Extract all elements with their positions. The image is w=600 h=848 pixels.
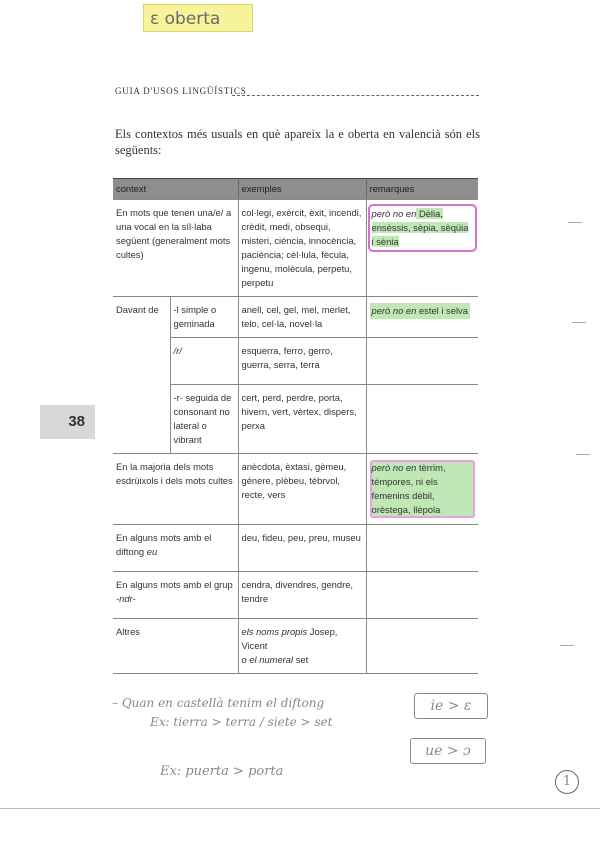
examples-cell: cert, perd, perdre, porta, hivern, vert, vèrtex, dispers, perxa bbox=[238, 385, 366, 454]
remark-italic: però no en bbox=[371, 305, 417, 316]
examples-cell: esquerra, ferro, gerro, guerra, serra, terra bbox=[238, 338, 366, 385]
margin-mark bbox=[568, 222, 582, 223]
table-row bbox=[113, 385, 478, 454]
margin-mark bbox=[576, 454, 590, 455]
context-cell: En alguns mots amb el grup -ndr- bbox=[113, 572, 238, 619]
handwritten-note-1: – Quan en castellà tenim el diftong bbox=[112, 696, 325, 710]
subcontext-cell: -r- seguida de consonant no lateral o vibrant bbox=[170, 385, 238, 454]
table-row bbox=[113, 619, 478, 674]
context-cell: En alguns mots amb el diftong eu bbox=[113, 525, 238, 572]
table-row bbox=[113, 200, 478, 297]
examples-cell: anècdota, èxtasi, gèmeu, gènere, plèbeu, tèbrvol, recte, vers bbox=[238, 454, 366, 525]
remarks-cell bbox=[366, 297, 478, 338]
rules-table bbox=[113, 178, 478, 674]
margin-mark bbox=[572, 322, 586, 323]
subcontext-cell: /r/ bbox=[170, 338, 238, 385]
table-row bbox=[113, 338, 478, 385]
header-examples: exemples bbox=[238, 179, 366, 200]
remark-italic: però no en bbox=[371, 462, 417, 473]
intro-paragraph: Els contextos més usuals en què apareix la e oberta en valencià són els següents: bbox=[115, 127, 480, 157]
examples-cell: col·legi, exèrcit, èxit, incendi, crèdit, medi, obsequi, misteri, ciència, innocència, paciència; cèl·lula, fècula, ingenu, molècula, perpetu, perpetu bbox=[238, 200, 366, 297]
handwritten-box-ie: ie > ɛ bbox=[414, 693, 488, 719]
examples-cell: cendra, divendres, gendre, tendre bbox=[238, 572, 366, 619]
context-cell: Davant de bbox=[113, 297, 170, 338]
sticker-note: ɛ oberta bbox=[143, 4, 253, 32]
examples-cell: deu, fideu, peu, preu, museu bbox=[238, 525, 366, 572]
header-rule bbox=[232, 95, 479, 96]
context-cell: En la majoria dels mots esdrúixols i dels mots cultes bbox=[113, 454, 238, 525]
remark-italic: però no en bbox=[371, 208, 417, 219]
margin-mark bbox=[560, 645, 574, 646]
examples-cell: anell, cel, gel, mel, merlet, telo, cel·la, novel·la bbox=[238, 297, 366, 338]
table-row bbox=[113, 572, 478, 619]
page-number-tab: 38 bbox=[40, 405, 95, 439]
remark-text: tèrrim, témpores, ni els femenins dèbil, orèstega, llèpola bbox=[371, 462, 446, 515]
table-row bbox=[113, 297, 478, 338]
header-context: context bbox=[113, 179, 238, 200]
context-cell: En mots que tenen una/e/ a una vocal en la síl·laba següent (generalment mots cultes) bbox=[113, 200, 238, 297]
running-header: GUIA D'USOS LINGÜÍSTICS bbox=[115, 86, 247, 96]
remark-text: Dèlia, ensèssis, sèpia, sèqüia i sènia bbox=[371, 208, 469, 247]
subcontext-cell: -l simple o geminada bbox=[170, 297, 238, 338]
table-row bbox=[113, 454, 478, 525]
remark-text: estel i selva bbox=[416, 305, 468, 316]
circled-page-number: 1 bbox=[555, 770, 579, 794]
handwritten-note-3: Ex: puerta > porta bbox=[160, 764, 284, 779]
examples-cell: els noms propis Josep, Vicent o el numeral set bbox=[238, 619, 366, 674]
handwritten-box-ue: ue > ɔ bbox=[410, 738, 486, 764]
remarks-cell bbox=[366, 454, 478, 525]
context-cell: Altres bbox=[113, 619, 238, 674]
page-edge-line bbox=[0, 808, 600, 809]
table-header-row bbox=[113, 179, 478, 200]
header-remarks: remarques bbox=[366, 179, 478, 200]
handwritten-note-2: Ex: tierra > terra / siete > set bbox=[150, 715, 333, 729]
table-row bbox=[113, 525, 478, 572]
remarks-cell bbox=[366, 200, 478, 297]
